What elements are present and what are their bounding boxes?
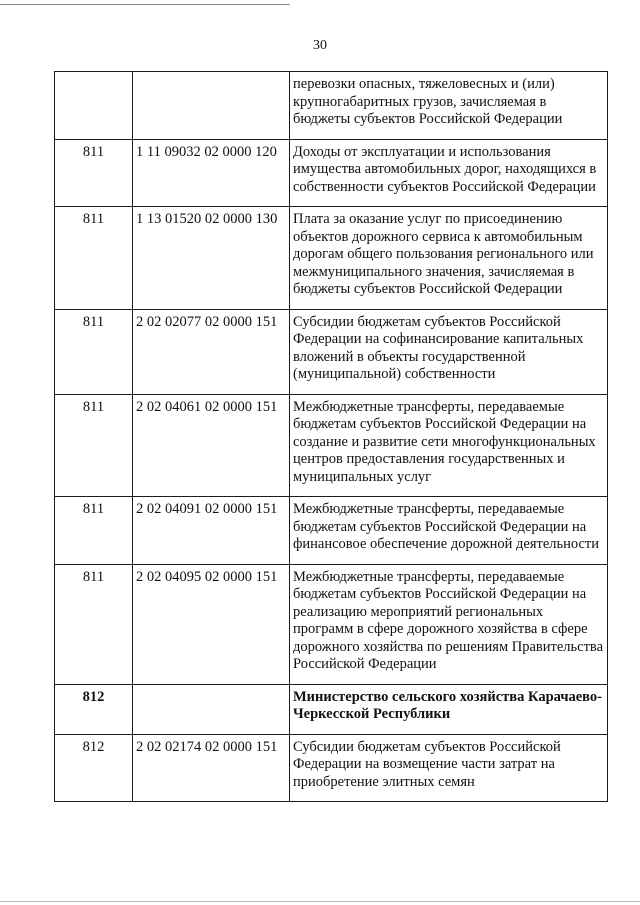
- revenue-name-cell: Плата за оказание услуг по присоединению объектов дорожного сервиса к автомобильным дорогам общего пользования регионального или межмуниципального значения, зачисляемая в бюджеты субъектов Российской Федерации: [290, 207, 608, 310]
- table-row: [55, 734, 608, 802]
- table-row: [55, 394, 608, 497]
- revenue-code-cell: 1 11 09032 02 0000 120: [133, 139, 290, 207]
- revenue-name-cell: Межбюджетные трансферты, передаваемые бюджетам субъектов Российской Федерации на финансовое обеспечение дорожной деятельности: [290, 497, 608, 565]
- revenue-name-cell: Межбюджетные трансферты, передаваемые бюджетам субъектов Российской Федерации на создание и развитие сети многофункциональных центров предоставления государственных и муниципальных услуг: [290, 394, 608, 497]
- revenue-code-cell: 2 02 04095 02 0000 151: [133, 564, 290, 684]
- admin-code-cell: 812: [55, 684, 133, 734]
- revenue-name-cell: Министерство сельского хозяйства Карачаево-Черкесской Республики: [290, 684, 608, 734]
- admin-code-cell: 811: [55, 139, 133, 207]
- revenue-name-cell: перевозки опасных, тяжеловесных и (или) крупногабаритных грузов, зачисляемая в бюджеты субъектов Российской Федерации: [290, 72, 608, 140]
- scan-edge-bottom: [0, 901, 640, 902]
- revenue-code-cell: [133, 684, 290, 734]
- revenue-code-cell: 1 13 01520 02 0000 130: [133, 207, 290, 310]
- admin-code-cell: 811: [55, 309, 133, 394]
- admin-code-cell: 811: [55, 207, 133, 310]
- table-row: [55, 207, 608, 310]
- admin-code-cell: 811: [55, 564, 133, 684]
- admin-code-cell: 812: [55, 734, 133, 802]
- revenue-name-cell: Доходы от эксплуатации и использования имущества автомобильных дорог, находящихся в собственности субъектов Российской Федерации: [290, 139, 608, 207]
- revenue-name-cell: Субсидии бюджетам субъектов Российской Федерации на софинансирование капитальных вложений в объекты государственной (муниципальной) собственности: [290, 309, 608, 394]
- revenue-name-cell: Межбюджетные трансферты, передаваемые бюджетам субъектов Российской Федерации на реализацию мероприятий региональных программ в сфере дорожного хозяйства в сфере дорожного хозяйства по решениям Правительства Российской Федерации: [290, 564, 608, 684]
- table-body: [55, 72, 608, 802]
- table-row: [55, 139, 608, 207]
- revenue-name-cell: Субсидии бюджетам субъектов Российской Федерации на возмещение части затрат на приобретение элитных семян: [290, 734, 608, 802]
- revenue-code-cell: 2 02 04091 02 0000 151: [133, 497, 290, 565]
- table-row: [55, 309, 608, 394]
- scan-edge-top: [0, 4, 290, 5]
- revenue-code-cell: 2 02 02174 02 0000 151: [133, 734, 290, 802]
- revenue-code-cell: 2 02 04061 02 0000 151: [133, 394, 290, 497]
- admin-code-cell: 811: [55, 394, 133, 497]
- section-row: [55, 684, 608, 734]
- table-row: [55, 564, 608, 684]
- revenue-codes-table: [54, 71, 608, 802]
- table-row: [55, 72, 608, 140]
- table-row: [55, 497, 608, 565]
- revenue-code-cell: [133, 72, 290, 140]
- page-number: 30: [313, 38, 327, 53]
- admin-code-cell: [55, 72, 133, 140]
- revenue-code-cell: 2 02 02077 02 0000 151: [133, 309, 290, 394]
- admin-code-cell: 811: [55, 497, 133, 565]
